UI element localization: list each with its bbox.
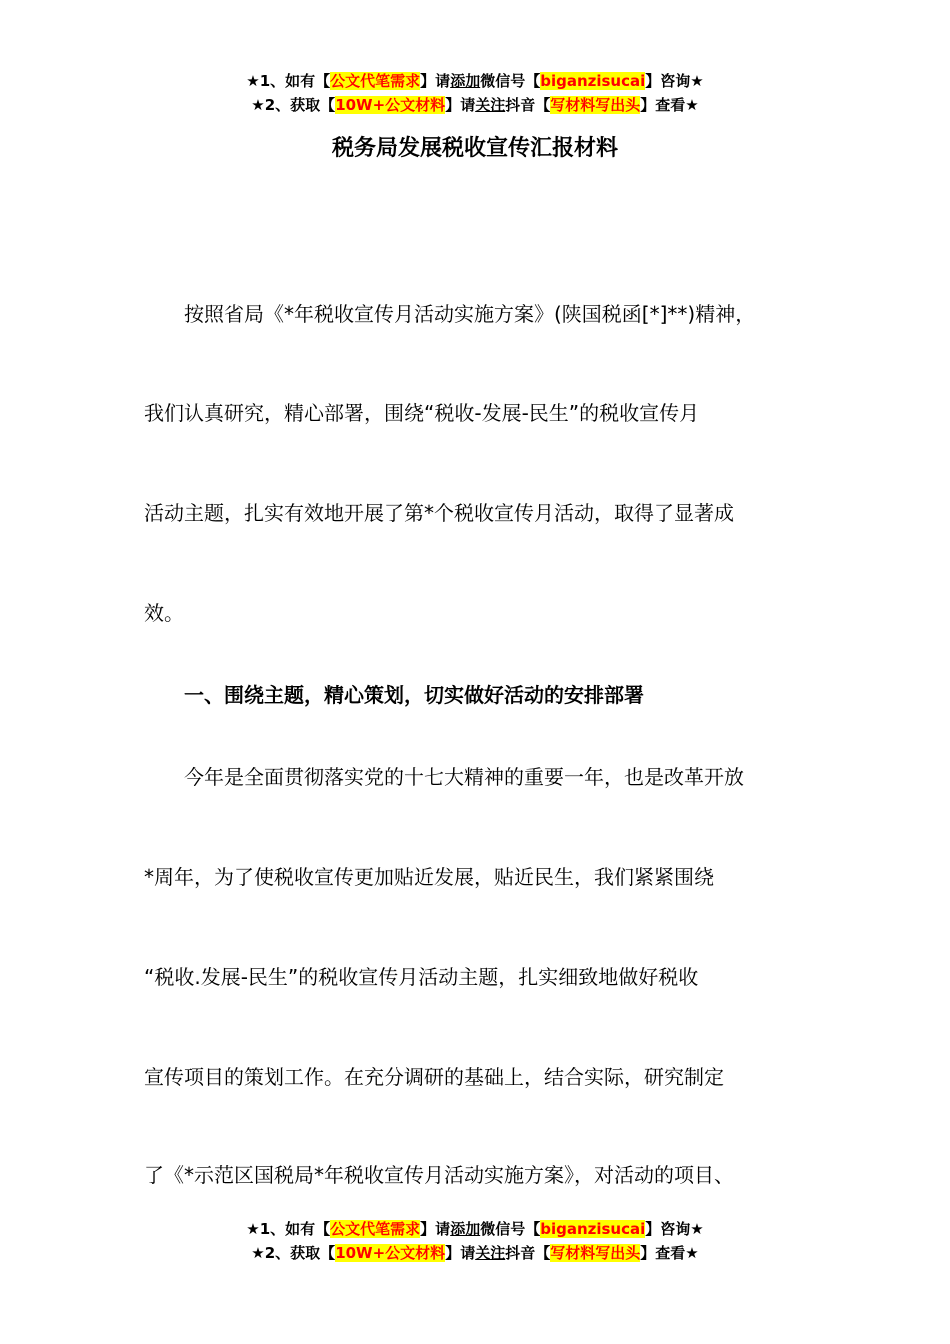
promo-text: 抖音【: [505, 1244, 551, 1262]
top-promo-banner: [0, 69, 950, 117]
promo-highlight: 10W+公文材料: [335, 96, 446, 114]
promo-underlined: 关注: [475, 1244, 506, 1262]
promo-underlined: 添加: [450, 72, 481, 90]
promo-text: ★1、如有【: [246, 1220, 331, 1238]
promo-text: 】请: [445, 1244, 476, 1262]
promo-text: 】咨询★: [645, 72, 704, 90]
promo-highlight: biganzisucai: [540, 1220, 646, 1238]
promo-text: ★2、获取【: [251, 1244, 336, 1262]
promo-text: 微信号【: [480, 72, 541, 90]
body-line: 宣传项目的策划工作。在充分调研的基础上，结合实际，研究制定: [144, 1065, 724, 1089]
body-line: 按照省局《*年税收宣传月活动实施方案》(陕国税函[*]**)精神，: [144, 302, 756, 326]
promo-underlined: 添加: [450, 1220, 481, 1238]
promo-text: 】请: [445, 96, 476, 114]
promo-highlight: 写材料写出头: [550, 1244, 641, 1262]
body-line: 了《*示范区国税局*年税收宣传月活动实施方案》，对活动的项目、: [144, 1163, 734, 1187]
promo-highlight: 写材料写出头: [550, 96, 641, 114]
promo-highlight: biganzisucai: [540, 72, 646, 90]
promo-text: ★2、获取【: [251, 96, 336, 114]
promo-underlined: 关注: [475, 96, 506, 114]
promo-line-1: [0, 1217, 950, 1241]
promo-text: 】请: [420, 1220, 451, 1238]
promo-highlight: 10W+公文材料: [335, 1244, 446, 1262]
bottom-promo-banner: [0, 1217, 950, 1265]
body-line: 效。: [144, 601, 184, 625]
promo-highlight: 公文代笔需求: [330, 72, 421, 90]
promo-text: 】查看★: [640, 1244, 699, 1262]
promo-text: ★1、如有【: [246, 72, 331, 90]
body-line: *周年，为了使税收宣传更加贴近发展，贴近民生，我们紧紧围绕: [144, 865, 714, 889]
body-line: 活动主题，扎实有效地开展了第*个税收宣传月活动，取得了显著成: [144, 501, 734, 525]
promo-text: 】请: [420, 72, 451, 90]
promo-line-2: [0, 1241, 950, 1265]
promo-highlight: 公文代笔需求: [330, 1220, 421, 1238]
body-line: 今年是全面贯彻落实党的十七大精神的重要一年，也是改革开放: [144, 765, 744, 789]
promo-text: 】咨询★: [645, 1220, 704, 1238]
body-line: 我们认真研究，精心部署，围绕“税收-发展-民生”的税收宣传月: [144, 401, 700, 425]
section-heading: 一、围绕主题，精心策划，切实做好活动的安排部署: [144, 683, 644, 707]
body-line: “税收.发展-民生”的税收宣传月活动主题，扎实细致地做好税收: [144, 965, 699, 989]
promo-text: 抖音【: [505, 96, 551, 114]
promo-line-2: [0, 93, 950, 117]
promo-line-1: [0, 69, 950, 93]
document-title: 税务局发展税收宣传汇报材料: [331, 136, 618, 161]
promo-text: 微信号【: [480, 1220, 541, 1238]
promo-text: 】查看★: [640, 96, 699, 114]
